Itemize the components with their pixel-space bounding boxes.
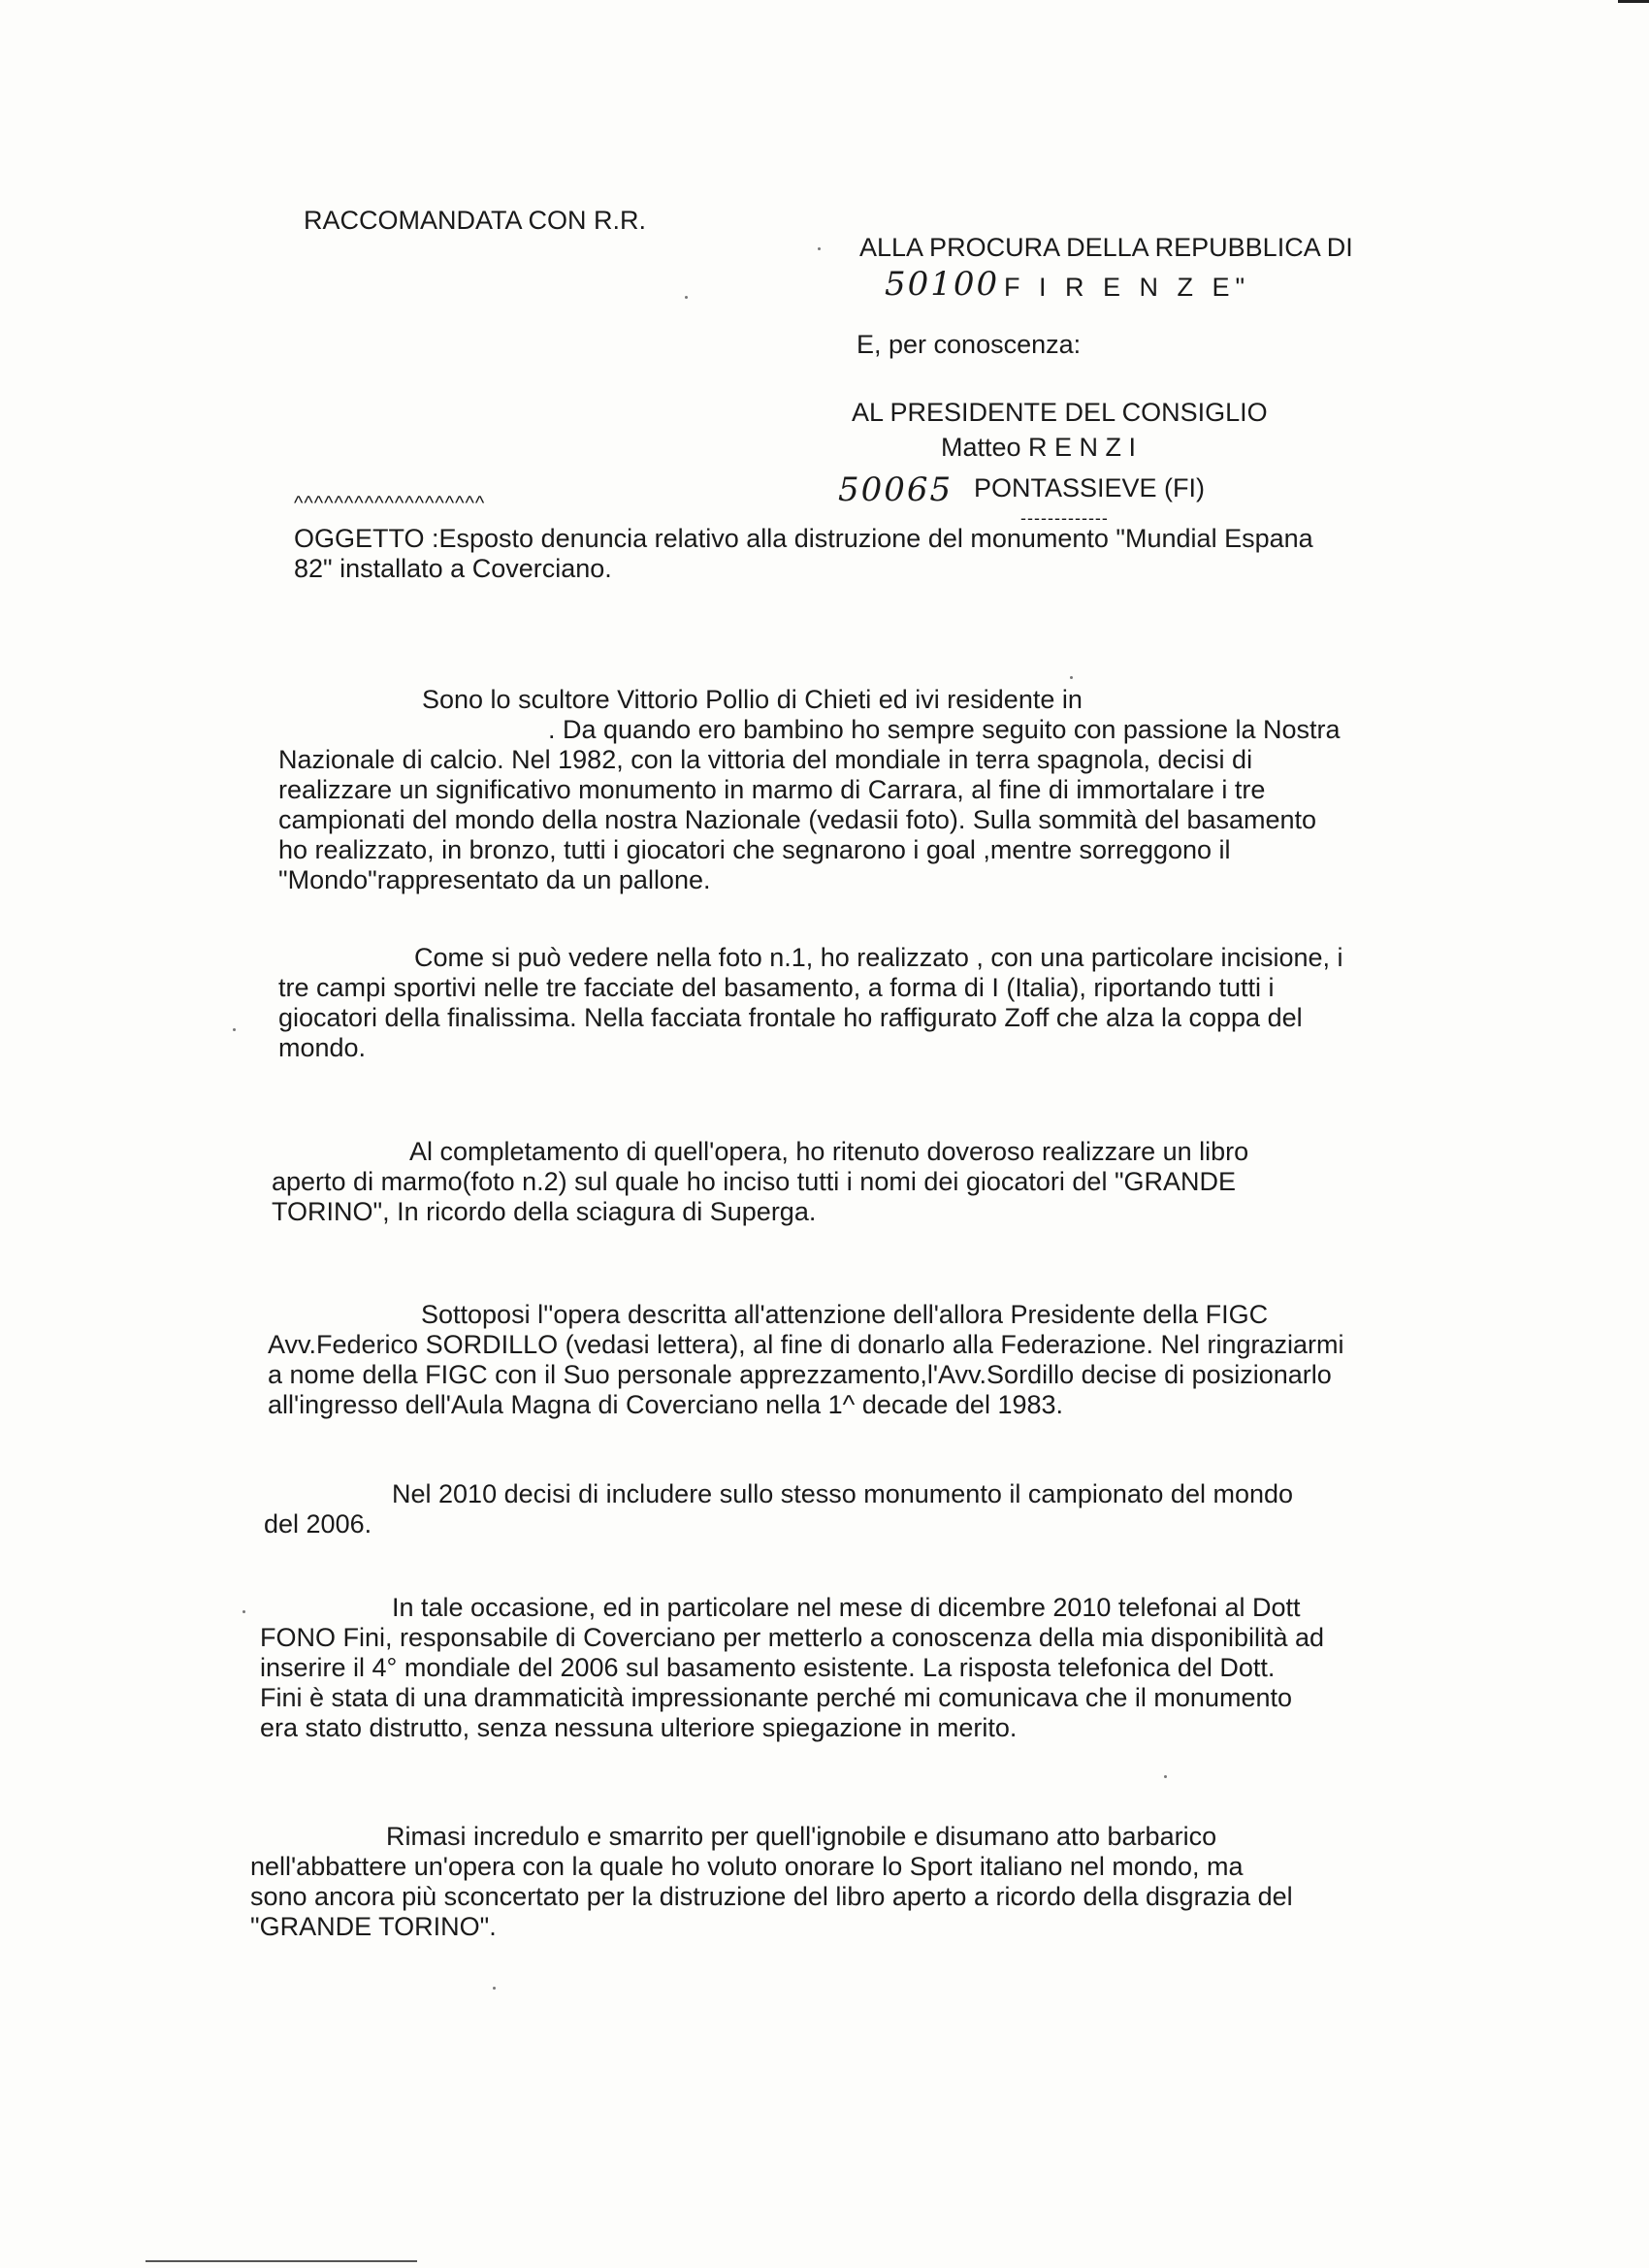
body-paragraph — [264, 1479, 1293, 1539]
subject-line: OGGETTO :Esposto denuncia relativo alla distruzione del monumento "Mundial Espana — [294, 524, 1313, 553]
cc-zip-handwritten: 50065 — [838, 470, 954, 509]
scan-speck — [242, 1610, 245, 1613]
paragraph-line: Fini è stata di una drammaticità impressionante perché mi comunicava che il monumento — [260, 1683, 1292, 1712]
cc-city: PONTASSIEVE (FI) — [974, 473, 1206, 502]
body-paragraph — [250, 1822, 1293, 1942]
paragraph-line: In tale occasione, ed in particolare nel mese di dicembre 2010 telefonai al Dott — [392, 1593, 1301, 1622]
subject-block — [294, 524, 1313, 584]
cc-separator: ------------- — [1020, 508, 1109, 528]
footer-rule — [146, 2260, 417, 2262]
paragraph-line: Al completamento di quell'opera, ho ritenuto doveroso realizzare un libro — [409, 1137, 1249, 1166]
cc-title: AL PRESIDENTE DEL CONSIGLIO — [852, 398, 1268, 427]
paragraph-line: giocatori della finalissima. Nella facciata frontale ho raffigurato Zoff che alza la coppa del — [278, 1003, 1303, 1032]
paragraph-line: TORINO", In ricordo della sciagura di Superga. — [272, 1197, 817, 1226]
scan-speck — [233, 1028, 236, 1031]
recipient-zip-handwritten: 50100 — [885, 265, 1000, 304]
cc-label: E, per conoscenza: — [857, 330, 1082, 359]
paragraph-line: FONO Fini, responsabile di Coverciano per metterlo a conoscenza della mia disponibilità ad — [260, 1623, 1325, 1652]
cc-name: Matteo R E N Z I — [941, 433, 1137, 462]
paragraph-line: Nel 2010 decisi di includere sullo stesso monumento il campionato del mondo — [392, 1479, 1294, 1508]
paragraph-line: realizzare un significativo monumento in marmo di Carrara, al fine di immortalare i tre — [278, 775, 1266, 804]
paragraph-line: all'ingresso dell'Aula Magna di Coverciano nella 1^ decade del 1983. — [268, 1390, 1064, 1419]
scan-speck — [493, 1987, 496, 1990]
scan-speck — [685, 296, 688, 299]
paragraph-line: Rimasi incredulo e smarrito per quell'ignobile e disumano atto barbarico — [386, 1822, 1217, 1851]
paragraph-line: campionati del mondo della nostra Nazionale (vedasii foto). Sulla sommità del basamento — [278, 805, 1317, 834]
paragraph-line: Nazionale di calcio. Nel 1982, con la vittoria del mondiale in terra spagnola, decisi di — [278, 745, 1253, 774]
paragraph-line: tre campi sportivi nelle tre facciate del basamento, a forma di I (Italia), riportando tutti i — [278, 973, 1275, 1002]
paragraph-line: aperto di marmo(foto n.2) sul quale ho inciso tutti i nomi dei giocatori del "GRANDE — [272, 1167, 1237, 1196]
scan-speck — [1070, 676, 1073, 679]
paragraph-line: inserire il 4° mondiale del 2006 sul basamento esistente. La risposta telefonica del Dott. — [260, 1653, 1276, 1682]
paragraph-line: era stato distrutto, senza nessuna ulteriore spiegazione in merito. — [260, 1713, 1018, 1742]
paragraph-line: Sono lo scultore Vittorio Pollio di Chieti ed ivi residente in — [422, 685, 1083, 714]
paragraph-line: "GRANDE TORINO". — [250, 1912, 497, 1941]
paragraph-line: a nome della FIGC con il Suo personale apprezzamento,l'Avv.Sordillo decise di posizionarlo — [268, 1360, 1332, 1389]
paragraph-line: "Mondo"rappresentato da un pallone. — [278, 865, 711, 894]
paragraph-line: Avv.Federico SORDILLO (vedasi lettera), al fine di donarlo alla Federazione. Nel ringraziarmi — [268, 1330, 1344, 1359]
recipient-city: F I R E N Z E" — [1004, 273, 1251, 302]
paragraph-line: ho realizzato, in bronzo, tutti i giocatori che segnarono i goal ,mentre sorreggono il — [278, 835, 1231, 864]
paragraph-line: sono ancora più sconcertato per la distruzione del libro aperto a ricordo della disgrazia del — [250, 1882, 1293, 1911]
body-paragraph — [278, 685, 1341, 895]
scan-speck — [818, 247, 821, 250]
body-paragraph — [260, 1593, 1324, 1743]
paragraph-line: Come si può vedere nella foto n.1, ho realizzato , con una particolare incisione, i — [414, 943, 1343, 972]
paragraph-line: . Da quando ero bambino ho sempre seguito con passione la Nostra — [548, 715, 1341, 744]
paragraph-line: del 2006. — [264, 1509, 372, 1539]
caret-line: ^^^^^^^^^^^^^^^^^^^ — [294, 493, 486, 514]
paragraph-line: Sottoposi l''opera descritta all'attenzione dell'allora Presidente della FIGC — [421, 1300, 1269, 1329]
scan-edge-mark — [1618, 0, 1649, 3]
scan-speck — [1164, 1775, 1167, 1778]
body-paragraph — [272, 1137, 1248, 1227]
registered-mail-label: RACCOMANDATA CON R.R. — [304, 206, 647, 235]
paragraph-line: mondo. — [278, 1033, 367, 1062]
recipient-line: ALLA PROCURA DELLA REPUBBLICA DI — [859, 233, 1353, 262]
body-paragraph — [278, 943, 1343, 1063]
body-paragraph — [268, 1300, 1344, 1420]
paragraph-line: nell'abbattere un'opera con la quale ho voluto onorare lo Sport italiano nel mondo, ma — [250, 1852, 1244, 1881]
subject-line: 82" installato a Coverciano. — [294, 554, 612, 583]
